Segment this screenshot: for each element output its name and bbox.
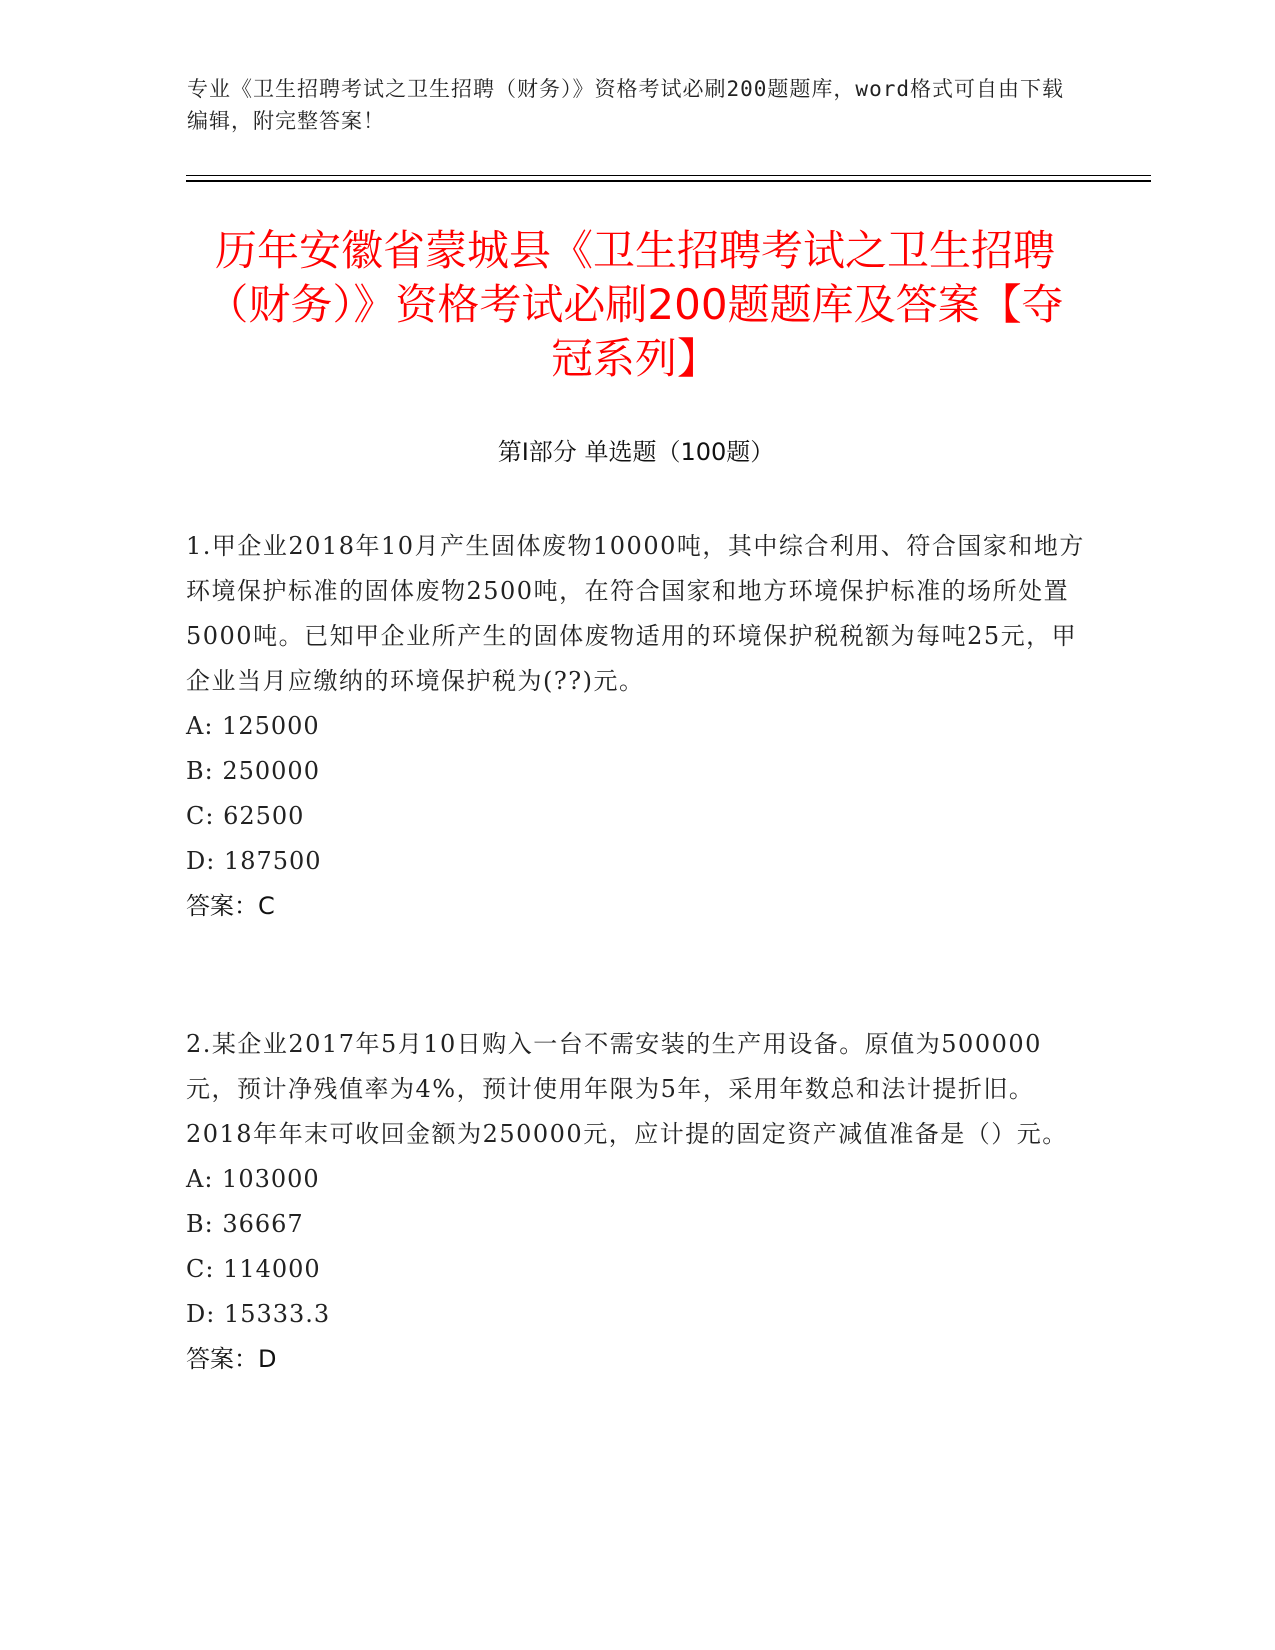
option-d: D: 15333.3	[186, 1300, 331, 1328]
answer-label: 答案：D	[186, 1345, 277, 1373]
answer-label: 答案：C	[186, 892, 275, 920]
option-c: C: 114000	[186, 1255, 321, 1283]
question-stem: 2.某企业2017年5月10日购入一台不需安装的生产用设备。原值为500000元，预计净残值率为4%，预计使用年限为5年，采用年数总和法计提折旧。2018年年末可收回金额为250000元，应计提的固定资产减值准备是（）元。	[186, 1030, 1068, 1148]
question-2	[186, 1022, 1086, 1382]
question-stem: 1.甲企业2018年10月产生固体废物10000吨，其中综合利用、符合国家和地方环境保护标准的固体废物2500吨，在符合国家和地方环境保护标准的场所处置5000吨。已知甲企业所产生的固体废物适用的环境保护税税额为每吨25元，甲企业当月应缴纳的环境保护税为(??)元。	[186, 532, 1085, 695]
section-heading: 第I部分 单选题（100题）	[497, 438, 775, 466]
option-a: A: 103000	[186, 1165, 320, 1193]
option-b: B: 250000	[186, 757, 320, 785]
option-c: C: 62500	[186, 802, 305, 830]
document-title: 历年安徽省蒙城县《卫生招聘考试之卫生招聘（财务）》资格考试必刷200题题库及答案【夺冠系列】	[206, 226, 1064, 383]
header-note: 专业《卫生招聘考试之卫生招聘（财务）》资格考试必刷200题题库，word格式可自由下载编辑，附完整答案！	[187, 77, 1064, 133]
option-d: D: 187500	[186, 847, 322, 875]
question-1	[186, 524, 1086, 929]
header-divider-thin	[186, 175, 1151, 176]
option-b: B: 36667	[186, 1210, 304, 1238]
header-divider-thick	[186, 180, 1151, 182]
option-a: A: 125000	[186, 712, 320, 740]
